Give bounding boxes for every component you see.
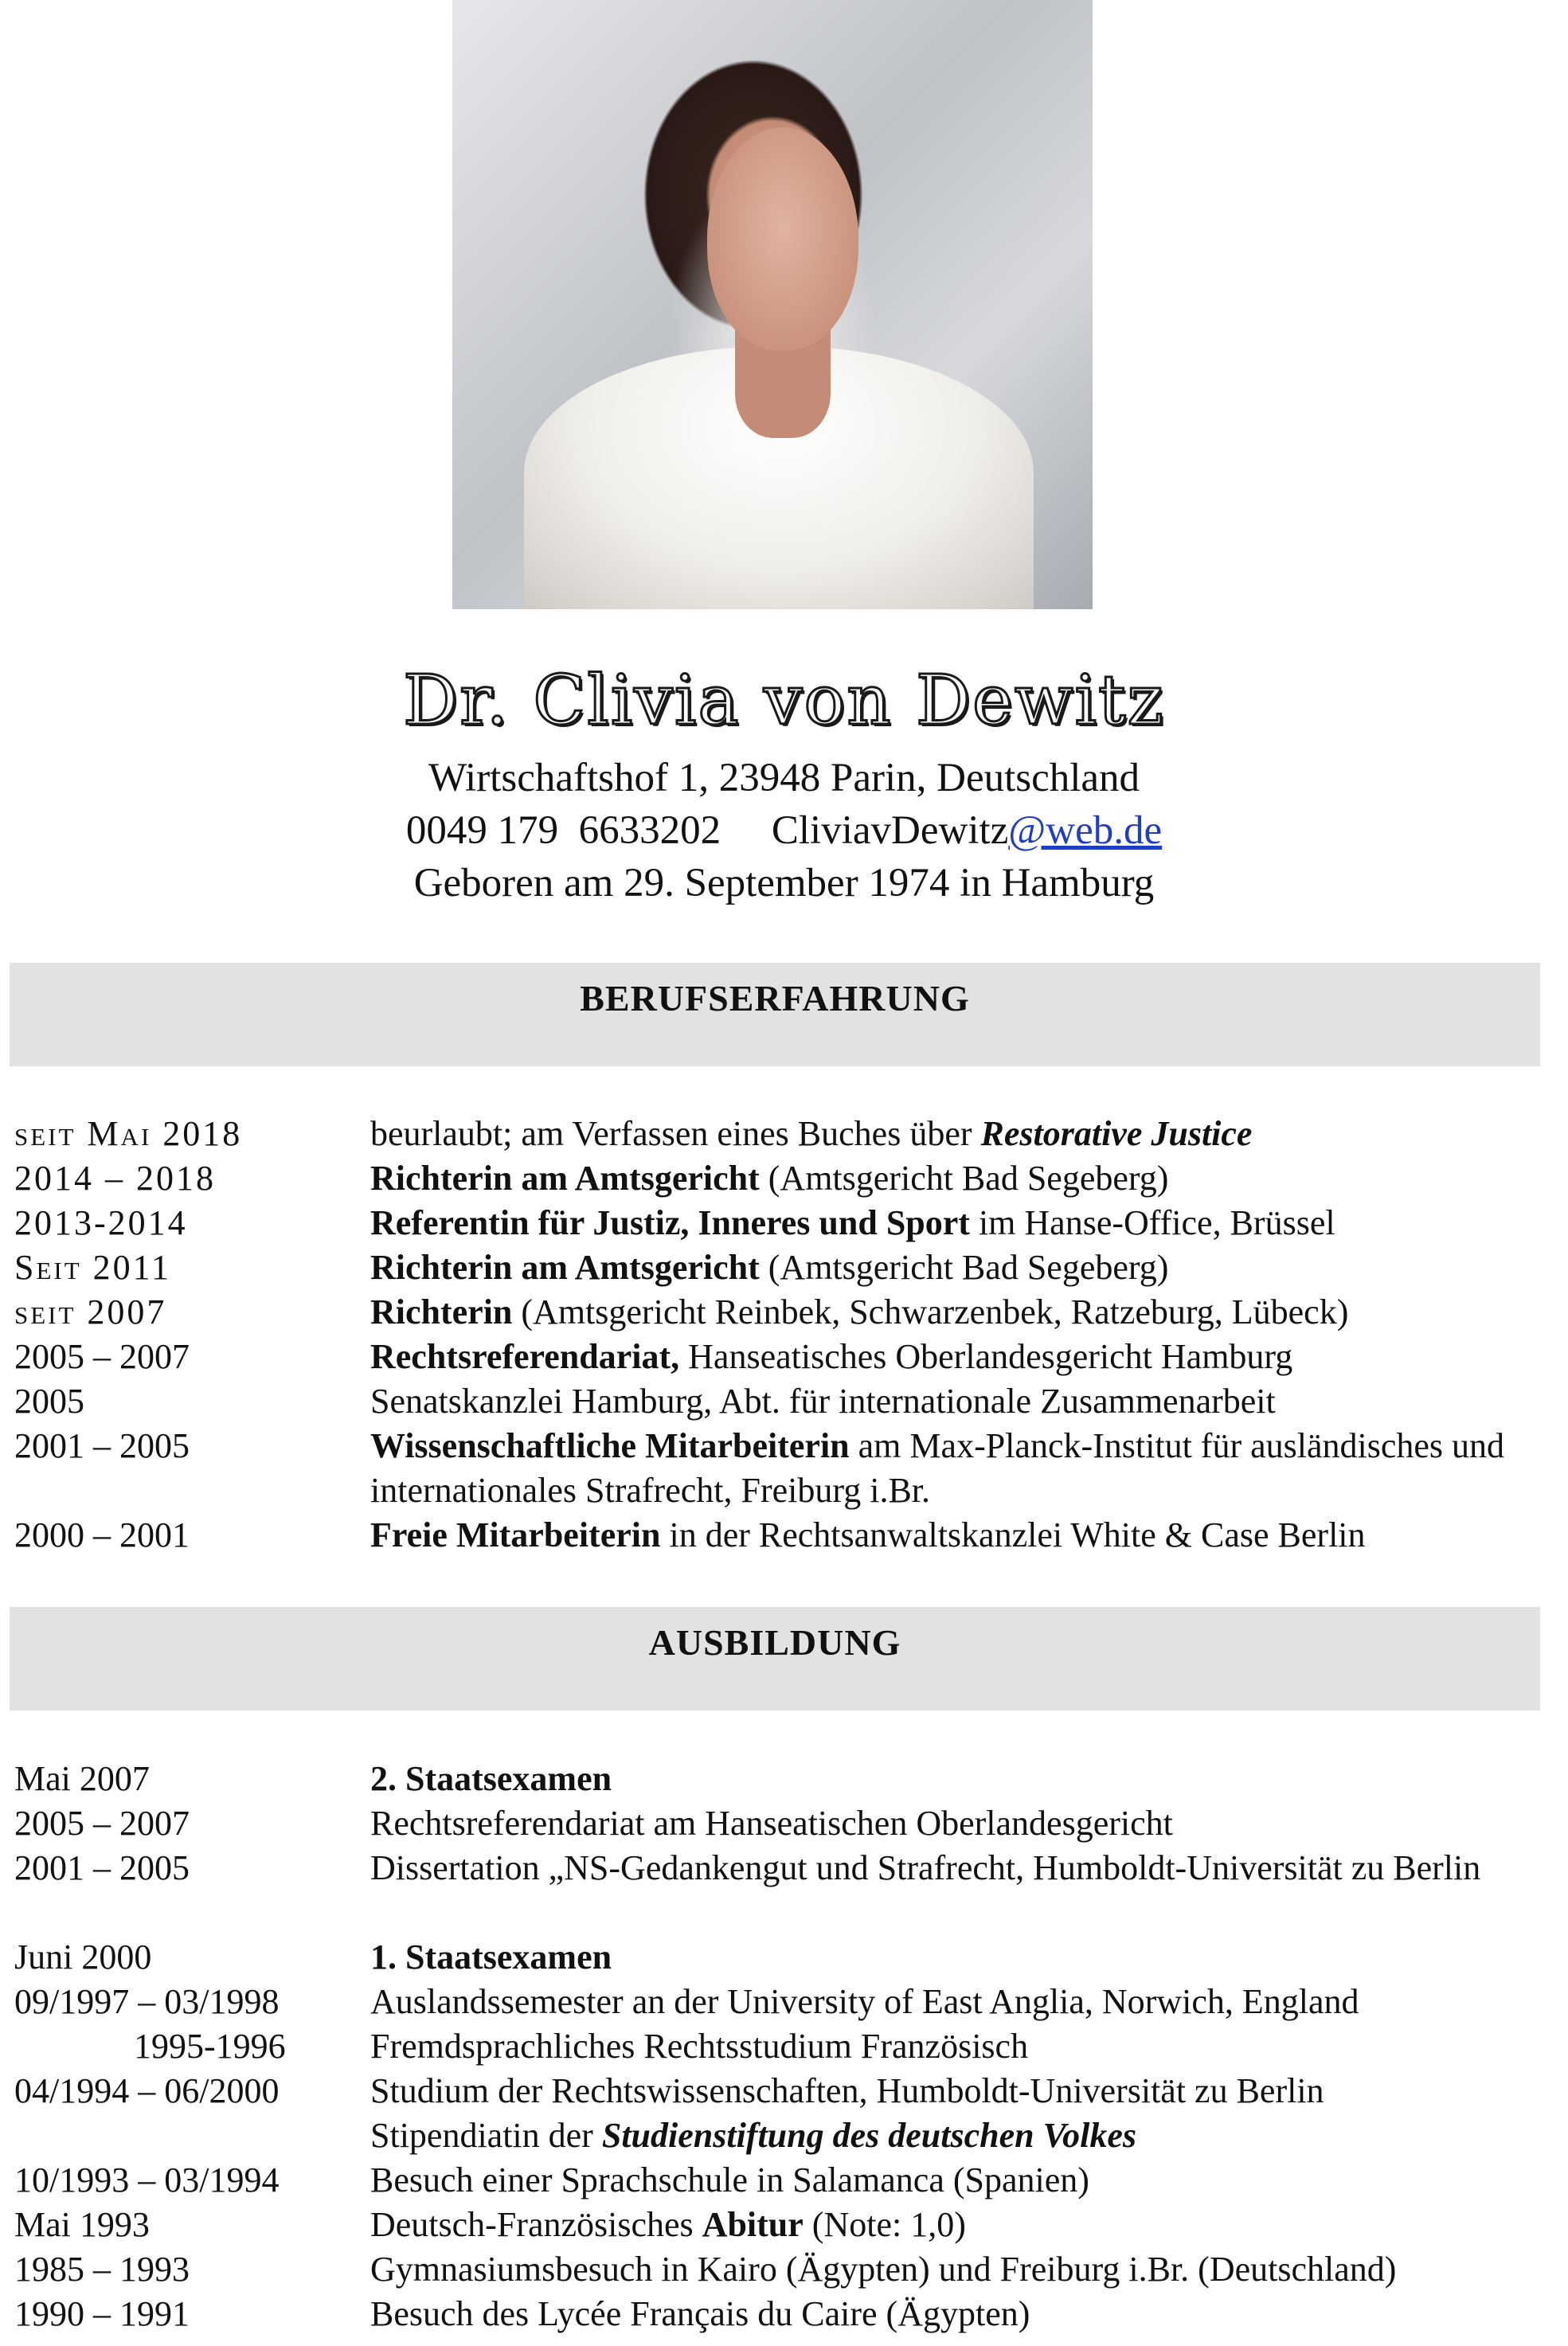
row-description — [370, 1290, 1545, 1335]
row-description — [370, 2069, 1545, 2113]
row-description — [370, 2292, 1545, 2336]
row-date: 2013-2014 — [14, 1203, 188, 1242]
row-description — [370, 1980, 1545, 2024]
emphasis-text: Richterin — [370, 1292, 513, 1331]
row-date: Mai 2007 — [14, 1759, 150, 1798]
description-text: am Max-Planck-Institut für ausländisches und internationales Strafrecht, Freiburg i.Br. — [370, 1426, 1505, 1510]
description-text: in der Rechtsanwaltskanzlei White & Case Berlin — [660, 1515, 1366, 1554]
section-title-experience: BERUFSERFAHRUNG — [580, 978, 970, 1019]
row-description — [370, 1245, 1545, 1290]
description-text: beurlaubt; am Verfassen eines Buches über — [370, 1114, 981, 1153]
row-description — [370, 1757, 1545, 1801]
row-date: 2000 – 2001 — [14, 1515, 190, 1554]
description-text: Senatskanzlei Hamburg, Abt. für internationale Zusammenarbeit — [370, 1382, 1276, 1421]
emphasis-text: Richterin am Amtsgericht — [370, 1159, 760, 1198]
emphasis-text: Freie Mitarbeiterin — [370, 1515, 661, 1554]
row-date: seit Mai 2018 — [14, 1114, 243, 1153]
description-text: Besuch einer Sprachschule in Salamanca (Spanien) — [370, 2160, 1089, 2199]
row-date: Seit 2011 — [14, 1248, 172, 1287]
emphasis-text: Richterin am Amtsgericht — [370, 1248, 760, 1287]
row-description — [370, 1846, 1545, 1890]
description-text: Besuch des Lycée Français du Caire (Ägypten) — [370, 2294, 1030, 2333]
email-prefix: CliviavDewitz — [771, 808, 1009, 853]
description-text: im Hanse-Office, Brüssel — [969, 1203, 1335, 1242]
row-description — [370, 2158, 1545, 2203]
row-date: 2014 – 2018 — [14, 1159, 216, 1198]
row-description — [370, 1112, 1545, 1156]
row-description — [370, 1513, 1545, 1558]
emphasis-text: Restorative Justice — [980, 1114, 1253, 1153]
row-description — [370, 1935, 1545, 1980]
description-text: Stipendiatin der — [370, 2116, 602, 2155]
row-date: 1995-1996 — [134, 2027, 286, 2066]
row-date: 2005 — [14, 1382, 84, 1421]
email-link[interactable]: @web.de — [1008, 808, 1163, 853]
row-date: 1985 – 1993 — [14, 2250, 190, 2289]
description-text: (Amtsgericht Reinbek, Schwarzenbek, Ratzeburg, Lübeck) — [512, 1292, 1349, 1331]
row-description — [370, 2247, 1545, 2292]
portrait-photo — [452, 0, 1093, 609]
row-date: Juni 2000 — [14, 1937, 152, 1977]
description-text: (Amtsgericht Bad Segeberg) — [759, 1248, 1169, 1287]
row-date: 2001 – 2005 — [14, 1426, 190, 1465]
description-text: Fremdsprachliches Rechtsstudium Französisch — [370, 2027, 1029, 2066]
row-date: 04/1994 – 06/2000 — [14, 2071, 280, 2110]
row-date: Mai 1993 — [14, 2205, 150, 2244]
row-description — [370, 1424, 1545, 1513]
description-text: Deutsch-Französisches — [370, 2205, 702, 2244]
emphasis-text: Referentin für Justiz, Inneres und Sport — [370, 1203, 970, 1242]
section-bar-education — [10, 1607, 1540, 1711]
address-line: Wirtschaftshof 1, 23948 Parin, Deutschland — [428, 756, 1140, 800]
row-date: 1990 – 1991 — [14, 2294, 190, 2333]
row-description — [370, 2024, 1545, 2069]
row-description — [370, 1379, 1545, 1424]
row-description — [370, 1335, 1545, 1379]
description-text: Hanseatisches Oberlandesgericht Hamburg — [679, 1337, 1293, 1376]
cv-name: Dr. Clivia von Dewitz — [403, 661, 1165, 741]
contact-line — [0, 804, 1568, 857]
row-description — [370, 1801, 1545, 1846]
row-date: 2001 – 2005 — [14, 1848, 190, 1887]
description-text: Auslandssemester an der University of East Anglia, Norwich, England — [370, 1982, 1359, 2021]
emphasis-text: 2. Staatsexamen — [370, 1759, 612, 1798]
row-date: 09/1997 – 03/1998 — [14, 1982, 280, 2021]
row-description — [370, 1156, 1545, 1201]
emphasis-text: Studienstiftung des deutschen Volkes — [601, 2116, 1136, 2155]
photo-face — [707, 127, 858, 350]
emphasis-text: Abitur — [702, 2205, 804, 2244]
description-text: (Amtsgericht Bad Segeberg) — [759, 1159, 1169, 1198]
row-date: seit 2007 — [14, 1292, 167, 1331]
description-text: Studium der Rechtswissenschaften, Humboldt-Universität zu Berlin — [370, 2071, 1324, 2110]
row-date: 2005 – 2007 — [14, 1337, 190, 1376]
description-text: (Note: 1,0) — [803, 2205, 966, 2244]
birth-line: Geboren am 29. September 1974 in Hamburg — [413, 861, 1155, 905]
row-description — [370, 2113, 1545, 2158]
phone-number: 0049 179 6633202 — [405, 808, 721, 853]
row-description — [370, 2203, 1545, 2247]
description-text: Dissertation „NS-Gedankengut und Strafrecht, Humboldt-Universität zu Berlin — [370, 1848, 1481, 1887]
section-bar-experience — [10, 963, 1540, 1066]
emphasis-text: Wissenschaftliche Mitarbeiterin — [370, 1426, 850, 1465]
emphasis-text: Rechtsreferendariat, — [370, 1337, 680, 1376]
row-date: 10/1993 – 03/1994 — [14, 2160, 280, 2199]
emphasis-text: 1. Staatsexamen — [370, 1937, 612, 1977]
description-text: Gymnasiumsbesuch in Kairo (Ägypten) und Freiburg i.Br. (Deutschland) — [370, 2250, 1397, 2289]
row-description — [370, 1201, 1545, 1245]
description-text: Rechtsreferendariat am Hanseatischen Oberlandesgericht — [370, 1804, 1173, 1843]
section-title-education: AUSBILDUNG — [648, 1622, 901, 1663]
row-date: 2005 – 2007 — [14, 1804, 190, 1843]
